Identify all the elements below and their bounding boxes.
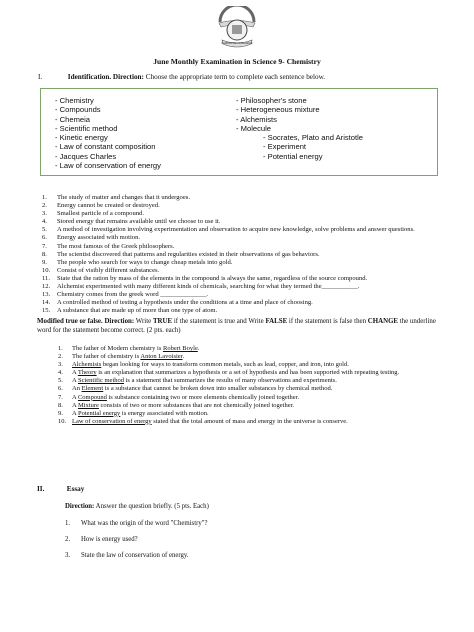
question-number: 2. <box>65 536 71 543</box>
choices-box <box>40 88 438 176</box>
item-text: . <box>197 345 200 352</box>
choice-item: - Alchemists <box>236 114 277 124</box>
identification-items <box>42 194 452 315</box>
choice-item: - Potential energy <box>263 151 323 161</box>
underlined-term: Potential energy <box>77 409 121 417</box>
choice-item: - Socrates, Plato and Aristotle <box>263 133 364 143</box>
mtf-direction-label: Direction: <box>104 318 135 325</box>
list-item <box>42 243 452 251</box>
choice-item: - Experiment <box>263 142 307 152</box>
underlined-term: Anton Lavoisier <box>140 353 183 361</box>
section-heading: Identification. <box>67 73 112 81</box>
choices-right-column <box>236 96 363 161</box>
item-number: 9. <box>58 409 63 417</box>
section-heading: Essay <box>66 485 85 493</box>
list-item <box>42 202 452 210</box>
underlined-term: Theory <box>77 369 97 377</box>
item-text: is energy associated with motion. <box>120 409 209 417</box>
list-item <box>58 402 450 410</box>
list-item <box>42 226 452 234</box>
essay-directions <box>65 503 209 510</box>
item-text: Alchemist experimented with many different kinds of chemicals, searching for what they termed the___________. <box>57 283 360 291</box>
mtf-text: Write <box>135 318 152 325</box>
direction-label: Direction: <box>65 503 95 510</box>
item-text: A <box>72 377 78 385</box>
choice-item: - Molecule <box>236 123 272 133</box>
item-text: The scientist discovered that patterns and regularities existed in their observations of gas behaviors. <box>57 250 320 258</box>
item-number: 8. <box>58 401 63 409</box>
mtf-text: if the statement is true and Write <box>173 318 264 325</box>
item-text: A method of investigation involving experimentation and observation to acquire new knowledge, solve problems and answer questions. <box>57 226 415 234</box>
choices-left-column <box>55 96 161 170</box>
direction-label: Direction: <box>112 73 144 81</box>
item-text: Smallest particle of a compound. <box>57 210 144 218</box>
item-text: is an explanation that summarizes a hypothesis or a set of hypothesis and has been supported with repeating testing. <box>96 369 400 377</box>
list-item <box>42 275 452 283</box>
item-number: 1. <box>42 194 47 201</box>
item-text: The father of Modern chemistry is <box>72 345 163 352</box>
item-number: 2. <box>42 202 47 210</box>
item-text: Energy cannot be created or destroyed. <box>57 202 160 210</box>
list-item <box>42 267 452 275</box>
true-false-directions <box>37 318 447 335</box>
section-identification-header <box>38 73 325 81</box>
underlined-term: Element <box>81 385 104 393</box>
underlined-term: Alchemists <box>72 361 102 369</box>
choice-item: - Chemeia <box>55 114 91 124</box>
question-number: 3. <box>65 552 71 559</box>
item-number: 15. <box>42 307 51 315</box>
item-text: A <box>72 393 78 401</box>
item-text: Consist of visibly different substances. <box>57 266 160 274</box>
essay-question <box>65 536 138 543</box>
list-item <box>58 377 450 385</box>
question-text: How is energy used? <box>81 536 138 543</box>
item-number: 10. <box>58 417 67 425</box>
item-text: stated that the total amount of mass and energy in the universe is conserve. <box>151 417 348 425</box>
underlined-term: Mixture <box>77 401 99 409</box>
mtf-change-word: CHANGE <box>367 318 399 325</box>
item-text: A substance that are made up of more than one type of atom. <box>57 307 218 315</box>
exam-title: June Monthly Examination in Science 9- Chemistry <box>153 57 321 66</box>
item-text: The most famous of the Greek philosophers. <box>57 242 175 250</box>
item-text: is a substance that cannot be broken down into smaller substances by chemical method. <box>103 385 333 393</box>
item-number: 6. <box>42 234 47 242</box>
item-text: The father of chemistry is <box>72 353 141 361</box>
item-number: 7. <box>42 242 47 250</box>
list-item <box>42 218 452 226</box>
list-item <box>42 291 452 299</box>
item-number: 14. <box>42 299 51 307</box>
choice-item: - Compounds <box>55 105 101 115</box>
list-item <box>58 369 450 377</box>
list-item <box>42 194 452 202</box>
item-number: 8. <box>42 250 47 258</box>
item-number: 3. <box>42 210 47 218</box>
item-number: 10. <box>42 266 51 274</box>
question-text: What was the origin of the word "Chemistry"? <box>81 520 208 527</box>
list-item <box>58 394 450 402</box>
mtf-text: if the statement is false then <box>288 318 367 325</box>
choice-item: - Philosopher's stone <box>236 96 307 105</box>
mtf-text: the underline word for the statement become correct. (2 pts. each) <box>37 318 436 334</box>
list-item <box>42 210 452 218</box>
choice-item: - Kinetic energy <box>55 133 108 143</box>
choice-item: - Heterogeneous mixture <box>236 105 320 115</box>
item-number: 2. <box>58 353 63 361</box>
direction-text: Choose the appropriate term to complete each sentence below. <box>145 73 326 81</box>
school-logo <box>216 6 258 48</box>
choice-item: - Jacques Charles <box>55 151 117 161</box>
list-item <box>42 234 452 242</box>
question-number: 1. <box>65 520 71 527</box>
item-number: 5. <box>42 226 47 234</box>
item-text: A <box>72 401 78 409</box>
section-numeral: I. <box>38 73 43 81</box>
list-item <box>58 361 450 369</box>
item-text: Chemistry comes from the greek word ______________. <box>57 291 209 299</box>
item-text: An <box>72 385 82 393</box>
list-item <box>58 410 450 418</box>
choice-item: - Scientific method <box>55 123 118 133</box>
item-number: 1. <box>58 345 63 352</box>
item-text: Stored energy that remains available until we choose to use it. <box>57 218 221 226</box>
underlined-term: Robert Boyle <box>162 345 198 352</box>
choice-item: - Chemistry <box>55 96 94 105</box>
item-number: 13. <box>42 291 51 299</box>
list-item <box>58 418 450 426</box>
item-number: 4. <box>42 218 47 226</box>
logo-text: CHRISTIAN COLLEGE <box>221 41 253 45</box>
item-text: The study of matter and changes that it undergoes. <box>57 194 190 201</box>
essay-question <box>65 520 208 527</box>
item-number: 11. <box>42 274 50 282</box>
item-number: 4. <box>58 369 63 377</box>
underlined-term: Scientific method <box>77 377 124 385</box>
underlined-term: Law of conservation of energy <box>72 417 152 425</box>
question-text: State the law of conservation of energy. <box>81 552 189 559</box>
item-number: 3. <box>58 361 63 369</box>
item-text: The people who search for ways to change cheap metals into gold. <box>57 258 233 266</box>
direction-text: Answer the question briefly. (5 pts. Each) <box>95 503 209 510</box>
list-item <box>42 299 452 307</box>
list-item <box>42 307 452 315</box>
item-number: 5. <box>58 377 63 385</box>
section-numeral: II. <box>37 485 45 493</box>
item-text: . <box>182 353 185 361</box>
choice-item: - Law of constant composition <box>55 142 156 152</box>
mtf-heading: Modified true or false. <box>37 318 103 325</box>
item-text: is a statement that summarizes the results of many observations and experiments. <box>124 377 337 385</box>
item-text: A <box>72 409 78 417</box>
item-text: consists of two or more substances that are not chemically joined together. <box>98 401 295 409</box>
item-text: Energy associated with motion. <box>57 234 141 242</box>
item-text: is substance containing two or more elements chemically joined together. <box>106 393 300 401</box>
essay-question <box>65 552 189 559</box>
section-essay-header <box>37 485 84 493</box>
item-text: State that the ration by mass of the elements in the compound is always the same, regardless of the source compound. <box>57 274 368 282</box>
list-item <box>42 283 452 291</box>
item-text: A controlled method of testing a hypothesis under the conditions at a time and place of choosing. <box>57 299 313 307</box>
item-number: 9. <box>42 258 47 266</box>
choice-item: - Law of conservation of energy <box>55 161 161 171</box>
mtf-true-word: TRUE <box>152 318 173 325</box>
true-false-items <box>58 345 450 426</box>
list-item <box>42 259 452 267</box>
list-item <box>58 385 450 393</box>
underlined-term: Compound <box>77 393 107 401</box>
list-item <box>58 353 450 361</box>
list-item <box>58 345 450 353</box>
item-number: 6. <box>58 385 63 393</box>
item-text: A <box>72 369 78 377</box>
list-item <box>42 251 452 259</box>
item-number: 12. <box>42 283 51 291</box>
item-text: began looking for ways to transform common metals, such as lead, copper, and iron, into gold. <box>101 361 349 369</box>
mtf-false-word: FALSE <box>265 318 288 325</box>
item-number: 7. <box>58 393 63 401</box>
